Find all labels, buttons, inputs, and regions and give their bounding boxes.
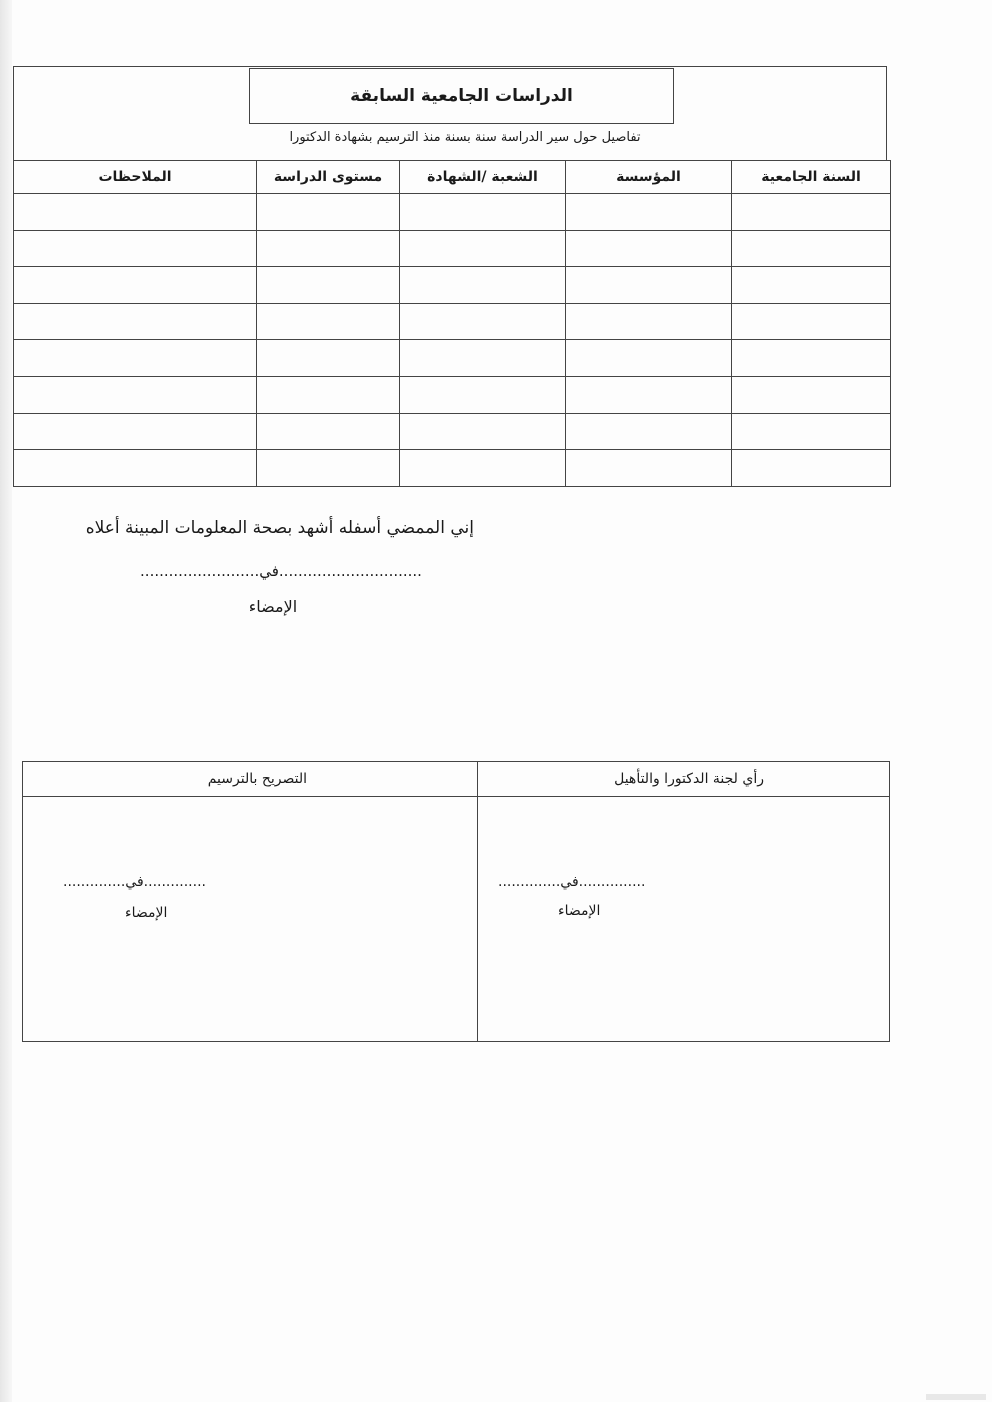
table-cell[interactable] [566, 230, 732, 267]
table-cell[interactable] [14, 376, 257, 413]
committee-date-line: ...............في.............. [498, 874, 646, 890]
page-subtitle: تفاصيل حول سير الدراسة سنة بسنة منذ الترسيم بشهادة الدكتورا [289, 130, 641, 145]
table-cell[interactable] [566, 450, 732, 487]
table-cell[interactable] [566, 194, 732, 231]
certification-statement: إني الممضي أسفله أشهد بصحة المعلومات المبينة أعلاه [85, 518, 474, 538]
table-cell[interactable] [400, 194, 566, 231]
scan-edge [0, 0, 12, 1402]
table-row [14, 413, 891, 450]
table-cell[interactable] [732, 340, 891, 377]
scan-corner-mark [926, 1394, 986, 1400]
table-cell[interactable] [257, 194, 400, 231]
table-cell[interactable] [566, 303, 732, 340]
table-cell[interactable] [732, 194, 891, 231]
table-row [14, 194, 891, 231]
table-cell[interactable] [732, 450, 891, 487]
table-cell[interactable] [14, 230, 257, 267]
approval-box [22, 761, 890, 1042]
table-row [14, 340, 891, 377]
table-cell[interactable] [400, 230, 566, 267]
table-cell[interactable] [257, 267, 400, 304]
table-cell[interactable] [257, 303, 400, 340]
table-cell[interactable] [14, 413, 257, 450]
table-row [14, 450, 891, 487]
table-cell[interactable] [14, 340, 257, 377]
column-header: مستوى الدراسة [257, 161, 400, 194]
registration-signature-label: الإمضاء [125, 905, 168, 921]
table-cell[interactable] [732, 303, 891, 340]
table-cell[interactable] [14, 450, 257, 487]
table-cell[interactable] [566, 267, 732, 304]
registration-heading: التصريح بالترسيم [23, 762, 477, 797]
table-cell[interactable] [732, 413, 891, 450]
table-cell[interactable] [400, 340, 566, 377]
column-header: السنة الجامعية [732, 161, 891, 194]
committee-heading: رأي لجنة الدكتورا والتأهيل [478, 762, 889, 797]
table-row [14, 230, 891, 267]
column-header: الملاحظات [14, 161, 257, 194]
table-row [14, 267, 891, 304]
table-row [14, 303, 891, 340]
table-cell[interactable] [566, 413, 732, 450]
table-cell[interactable] [400, 303, 566, 340]
table-cell[interactable] [400, 376, 566, 413]
table-cell[interactable] [257, 230, 400, 267]
table-cell[interactable] [257, 376, 400, 413]
registration-date-line: ..............في.............. [63, 874, 206, 890]
column-header: المؤسسة [566, 161, 732, 194]
page-title: الدراسات الجامعية السابقة [249, 68, 674, 124]
table-cell[interactable] [257, 340, 400, 377]
signature-label: الإمضاء [248, 597, 298, 616]
registration-declaration-section [23, 762, 478, 1041]
table-cell[interactable] [257, 413, 400, 450]
table-cell[interactable] [257, 450, 400, 487]
table-cell[interactable] [14, 267, 257, 304]
table-row [14, 376, 891, 413]
column-header: الشعبة /الشهادة [400, 161, 566, 194]
committee-signature-label: الإمضاء [558, 903, 601, 919]
table-header-row [14, 161, 891, 194]
table-cell[interactable] [566, 376, 732, 413]
date-place-line: ..............................في......................... [140, 562, 422, 580]
committee-opinion-section [478, 762, 889, 1041]
table-cell[interactable] [14, 303, 257, 340]
table-cell[interactable] [732, 267, 891, 304]
table-cell[interactable] [400, 413, 566, 450]
table-cell[interactable] [566, 340, 732, 377]
table-cell[interactable] [732, 230, 891, 267]
table-cell[interactable] [732, 376, 891, 413]
table-cell[interactable] [400, 267, 566, 304]
studies-table [13, 160, 891, 487]
table-cell[interactable] [14, 194, 257, 231]
table-cell[interactable] [400, 450, 566, 487]
